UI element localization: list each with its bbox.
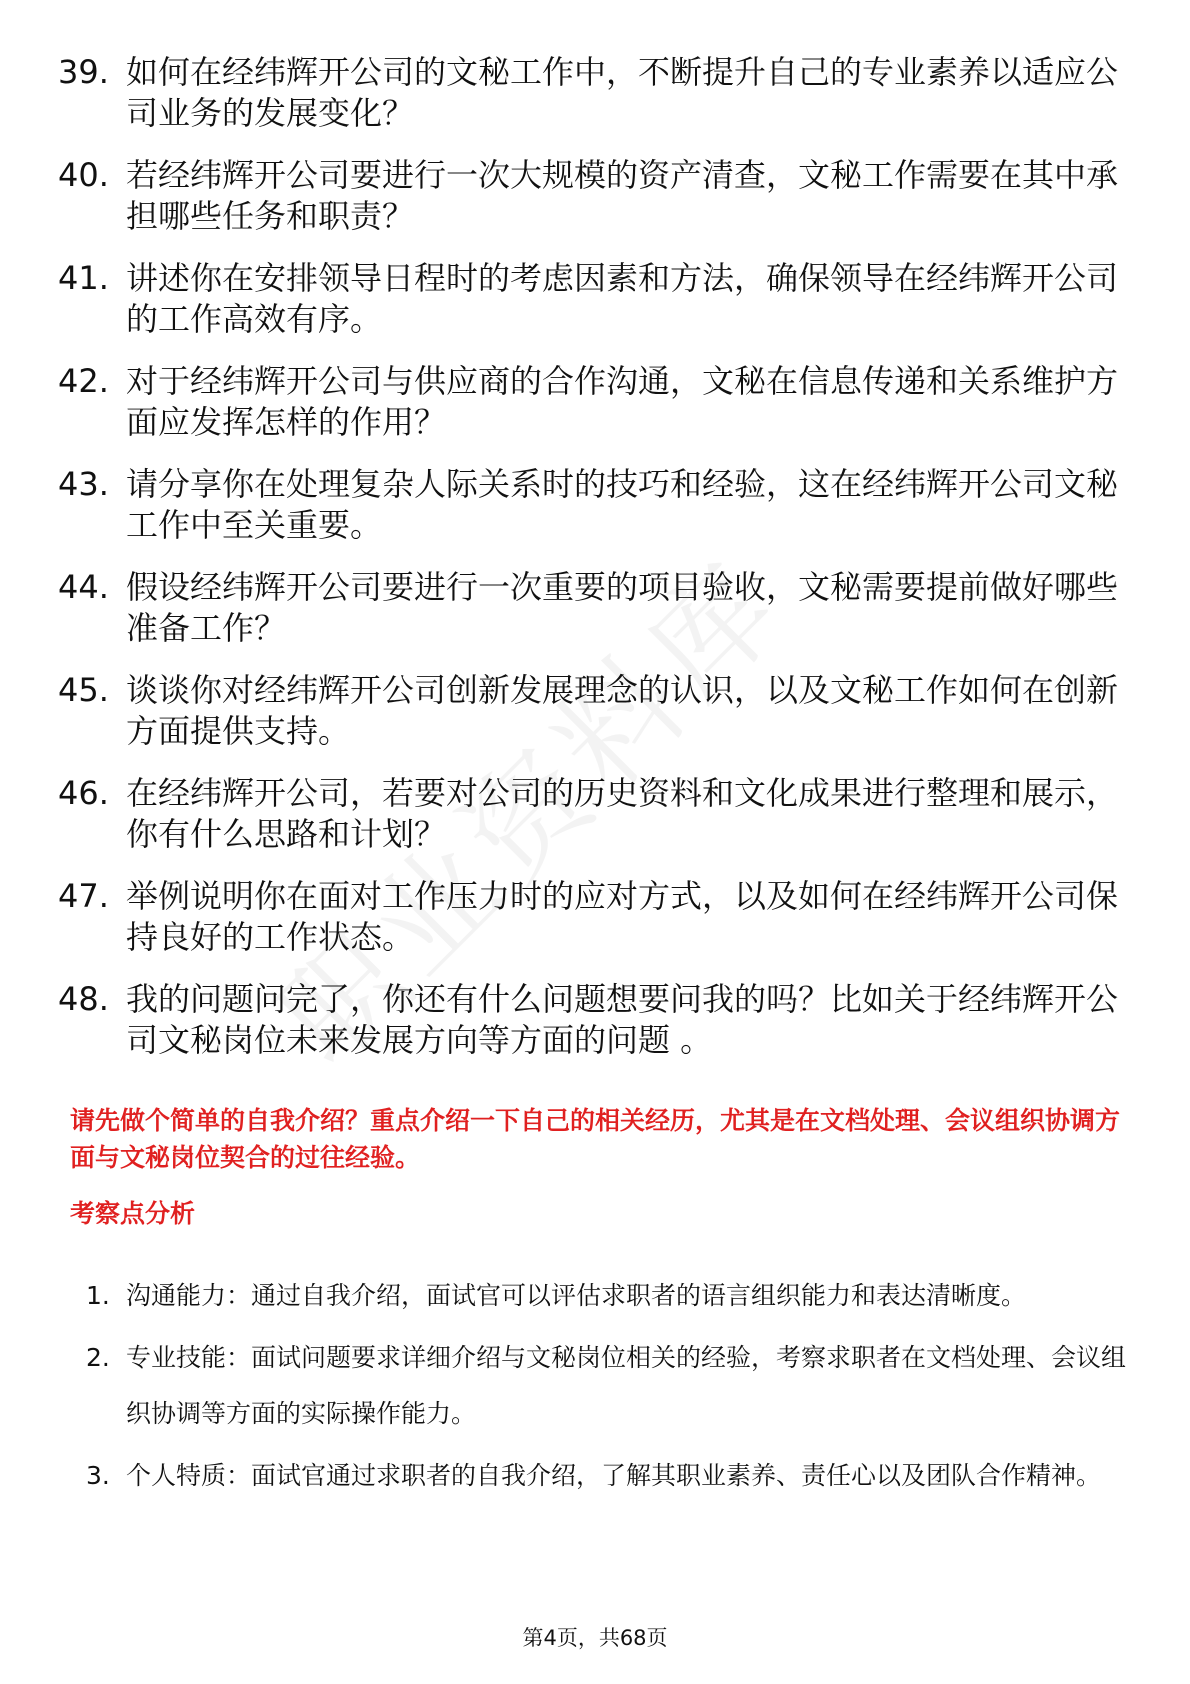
question-number: 44.	[58, 568, 109, 606]
question-number: 45.	[58, 671, 109, 709]
question-text: 假设经纬辉开公司要进行一次重要的项目验收，文秘需要提前做好哪些准备工作？	[126, 568, 1119, 647]
page-footer: 第4页，共68页	[522, 1626, 668, 1650]
question-item	[58, 979, 1138, 1061]
question-number: 41.	[58, 259, 109, 297]
question-text: 对于经纬辉开公司与供应商的合作沟通，文秘在信息传递和关系维护方面应发挥怎样的作用？	[126, 362, 1119, 441]
question-item	[58, 155, 1138, 237]
analysis-list	[86, 1268, 1126, 1510]
analysis-text: 专业技能：面试问题要求详细介绍与文秘岗位相关的经验，考察求职者在文档处理、会议组织协调等方面的实际操作能力。	[126, 1343, 1127, 1428]
question-item	[58, 876, 1138, 958]
question-text: 谈谈你对经纬辉开公司创新发展理念的认识，以及文秘工作如何在创新方面提供支持。	[126, 671, 1119, 750]
question-list	[58, 52, 1138, 1082]
question-item	[58, 670, 1138, 752]
question-item	[58, 258, 1138, 340]
question-text: 我的问题问完了，你还有什么问题想要问我的吗？比如关于经纬辉开公司文秘岗位未来发展方向等方面的问题 。	[126, 980, 1119, 1059]
question-text: 讲述你在安排领导日程时的考虑因素和方法，确保领导在经纬辉开公司的工作高效有序。	[126, 259, 1119, 338]
analysis-text: 个人特质：面试官通过求职者的自我介绍，了解其职业素养、责任心以及团队合作精神。	[126, 1461, 1102, 1490]
question-number: 46.	[58, 774, 109, 812]
question-text: 举例说明你在面对工作压力时的应对方式，以及如何在经纬辉开公司保持良好的工作状态。	[126, 877, 1119, 956]
question-item	[58, 464, 1138, 546]
analysis-number: 1.	[86, 1281, 110, 1310]
question-number: 42.	[58, 362, 109, 400]
question-item	[58, 361, 1138, 443]
question-text: 如何在经纬辉开公司的文秘工作中，不断提升自己的专业素养以适应公司业务的发展变化？	[126, 53, 1119, 132]
question-number: 39.	[58, 53, 109, 91]
question-number: 47.	[58, 877, 109, 915]
analysis-number: 2.	[86, 1343, 110, 1372]
question-text: 在经纬辉开公司，若要对公司的历史资料和文化成果进行整理和展示，你有什么思路和计划？	[126, 774, 1119, 853]
question-item	[58, 52, 1138, 134]
highlight-question: 请先做个简单的自我介绍？重点介绍一下自己的相关经历，尤其是在文档处理、会议组织协调方面与文秘岗位契合的过往经验。	[70, 1106, 1121, 1172]
analysis-item	[86, 1448, 1126, 1504]
question-item	[58, 773, 1138, 855]
analysis-item	[86, 1330, 1126, 1442]
analysis-number: 3.	[86, 1461, 110, 1490]
analysis-text: 沟通能力：通过自我介绍，面试官可以评估求职者的语言组织能力和表达清晰度。	[126, 1281, 1027, 1310]
question-item	[58, 567, 1138, 649]
analysis-title: 考察点分析	[70, 1199, 196, 1228]
analysis-item	[86, 1268, 1126, 1324]
question-text: 若经纬辉开公司要进行一次大规模的资产清查，文秘工作需要在其中承担哪些任务和职责？	[126, 156, 1119, 235]
question-text: 请分享你在处理复杂人际关系时的技巧和经验，这在经纬辉开公司文秘工作中至关重要。	[126, 465, 1119, 544]
question-number: 48.	[58, 980, 109, 1018]
question-number: 40.	[58, 156, 109, 194]
question-number: 43.	[58, 465, 109, 503]
